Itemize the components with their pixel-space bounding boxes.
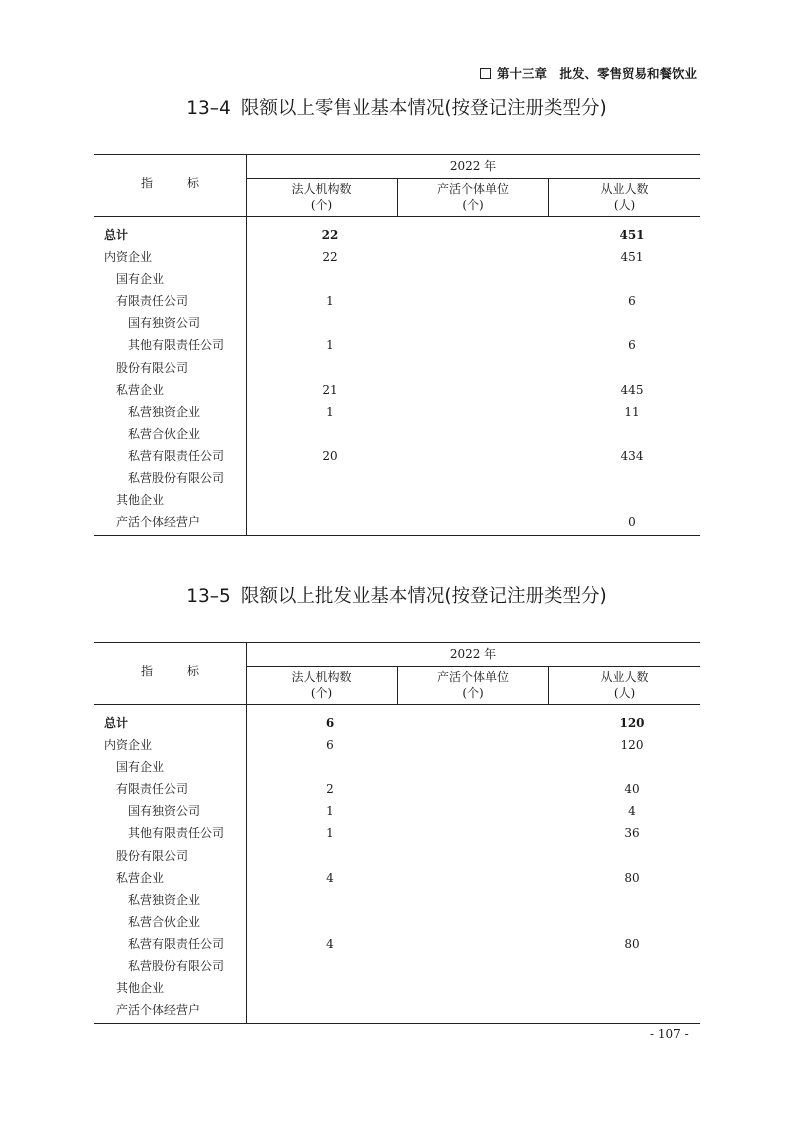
square-icon: [480, 68, 491, 79]
row-label: 私营企业: [116, 382, 165, 397]
row-label: 私营股份有限公司: [128, 959, 225, 974]
table-row: [94, 511, 700, 533]
cell-value: 4: [628, 804, 636, 819]
table-row: [94, 401, 700, 423]
cell-value: 1: [326, 804, 334, 819]
table-row: [94, 933, 700, 955]
table-13-4: [94, 154, 700, 536]
cell-value: 451: [620, 250, 644, 265]
row-label: 私营股份有限公司: [128, 471, 225, 486]
row-label: 私营有限责任公司: [128, 936, 225, 951]
year-header: 2022 年: [246, 643, 700, 667]
chapter-header: [480, 64, 710, 82]
row-label: 私营独资企业: [128, 892, 201, 907]
table-row: [94, 334, 700, 356]
total-row: [94, 712, 700, 734]
table-row: [94, 822, 700, 844]
table-13-5: [94, 642, 700, 1024]
row-label: 国有独资公司: [128, 804, 201, 819]
table-body: [94, 217, 700, 536]
cell-value: 40: [624, 782, 640, 797]
cell-value: 120: [619, 716, 645, 730]
row-label: 私营有限责任公司: [128, 448, 225, 463]
cell-value: 445: [620, 382, 644, 397]
table-number: 13–5: [186, 586, 231, 607]
table-row: [94, 800, 700, 822]
row-label: 其他企业: [116, 981, 165, 996]
year-header: 2022 年: [246, 155, 700, 179]
table-row: [94, 489, 700, 511]
table-row: [94, 423, 700, 445]
table-row: [94, 911, 700, 933]
cell-value: 4: [326, 870, 334, 885]
cell-value: 80: [624, 936, 640, 951]
row-label: 总计: [104, 228, 129, 242]
table-row: [94, 268, 700, 290]
row-label: 股份有限公司: [116, 360, 189, 375]
table-row: [94, 889, 700, 911]
table-number: 13–4: [186, 98, 231, 119]
cell-value: 6: [628, 338, 636, 353]
cell-value: 1: [326, 826, 334, 841]
row-label: 其他有限责任公司: [128, 338, 225, 353]
table-title-text: 限额以上零售业基本情况(按登记注册类型分): [240, 98, 607, 119]
column-header-individual-units: 产活个体单位 (个): [397, 667, 548, 704]
cell-value: 0: [628, 515, 636, 530]
cell-value: 36: [624, 826, 640, 841]
row-label: 有限责任公司: [116, 294, 189, 309]
page-number: - 107 -: [650, 1027, 689, 1041]
table-row: [94, 756, 700, 778]
row-label: 其他有限责任公司: [128, 826, 225, 841]
row-label: 私营合伙企业: [128, 426, 201, 441]
column-header-legal-entities: 法人机构数 (个): [291, 182, 352, 212]
table-title-13-5: [0, 582, 793, 608]
cell-value: 1: [326, 404, 334, 419]
cell-value: 21: [322, 382, 338, 397]
chapter-title: 第十三章 批发、零售贸易和餐饮业: [497, 66, 698, 81]
table-title-13-4: [0, 94, 793, 120]
row-label: 私营企业: [116, 870, 165, 885]
cell-value: 80: [624, 870, 640, 885]
cell-value: 4: [326, 936, 334, 951]
cell-value: 451: [619, 228, 645, 242]
cell-value: 2: [326, 782, 334, 797]
row-label: 国有独资公司: [128, 316, 201, 331]
table-row: [94, 734, 700, 756]
table-row: [94, 955, 700, 977]
row-label: 其他企业: [116, 493, 165, 508]
table-row: [94, 977, 700, 999]
table-row: [94, 778, 700, 800]
column-header-employees: 从业人数 (人): [548, 179, 700, 216]
total-row: [94, 224, 700, 246]
table-row: [94, 379, 700, 401]
cell-value: 11: [624, 404, 640, 419]
row-label: 内资企业: [104, 738, 153, 753]
index-header: 指 标: [140, 176, 200, 190]
table-header: [94, 154, 700, 217]
table-row: [94, 357, 700, 379]
column-header-legal-entities: 法人机构数 (个): [291, 670, 352, 700]
cell-value: 120: [620, 738, 644, 753]
table-row: [94, 845, 700, 867]
row-label: 国有企业: [116, 272, 165, 287]
row-label: 股份有限公司: [116, 848, 189, 863]
row-label: 国有企业: [116, 760, 165, 775]
cell-value: 6: [628, 294, 636, 309]
table-header: [94, 642, 700, 705]
cell-value: 22: [321, 228, 339, 242]
table-row: [94, 999, 700, 1021]
table-row: [94, 445, 700, 467]
cell-value: 434: [620, 448, 644, 463]
row-label: 有限责任公司: [116, 782, 189, 797]
cell-value: 6: [325, 716, 335, 730]
table-row: [94, 467, 700, 489]
column-header-employees: 从业人数 (人): [548, 667, 700, 704]
table-row: [94, 312, 700, 334]
row-label: 总计: [104, 716, 129, 730]
table-body: [94, 705, 700, 1024]
cell-value: 1: [326, 338, 334, 353]
row-label: 产活个体经营户: [116, 515, 201, 530]
table-title-text: 限额以上批发业基本情况(按登记注册类型分): [240, 586, 607, 607]
table-row: [94, 246, 700, 268]
cell-value: 20: [322, 448, 338, 463]
cell-value: 6: [326, 738, 334, 753]
row-label: 私营独资企业: [128, 404, 201, 419]
row-label: 内资企业: [104, 250, 153, 265]
table-row: [94, 290, 700, 312]
row-label: 产活个体经营户: [116, 1003, 201, 1018]
column-header-individual-units: 产活个体单位 (个): [397, 179, 548, 216]
row-label: 私营合伙企业: [128, 914, 201, 929]
index-header: 指 标: [140, 664, 200, 678]
table-row: [94, 867, 700, 889]
cell-value: 22: [322, 250, 338, 265]
cell-value: 1: [326, 294, 334, 309]
